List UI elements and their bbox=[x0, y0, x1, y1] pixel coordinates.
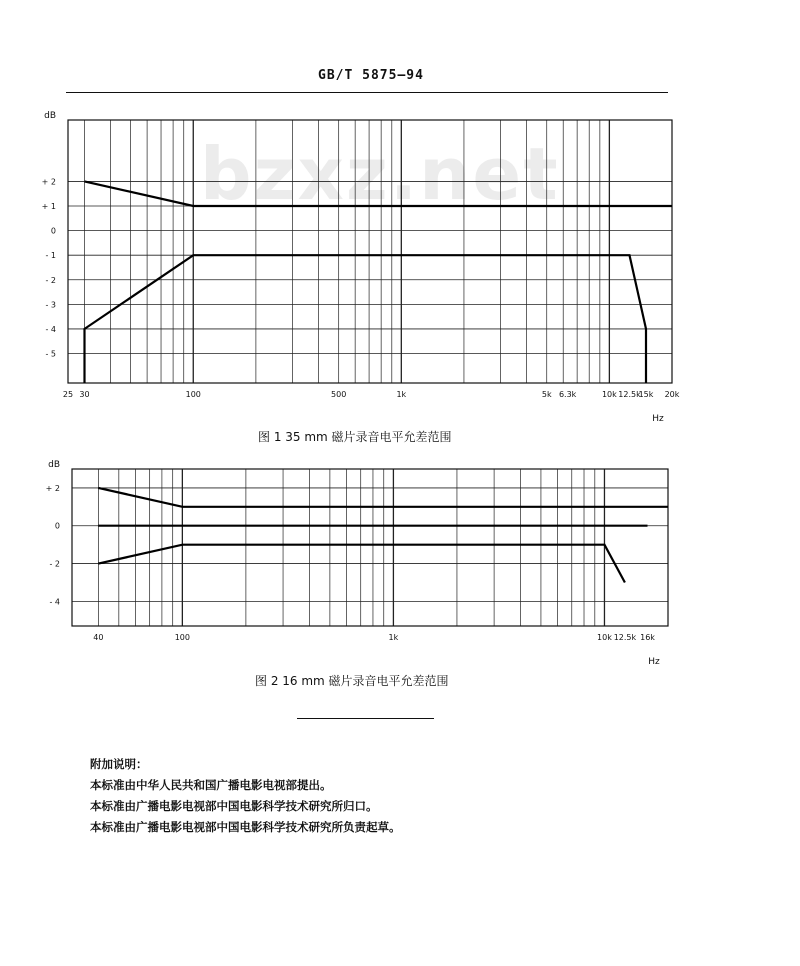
x-axis-unit: Hz bbox=[648, 657, 660, 667]
y-tick-label: - 4 bbox=[49, 597, 60, 607]
y-axis-label: dB bbox=[48, 460, 60, 470]
figure1-caption: 图 1 35 mm 磁片录音电平允差范围 bbox=[258, 430, 452, 444]
y-tick-label: - 4 bbox=[45, 324, 56, 334]
x-tick-label: 12.5k bbox=[613, 633, 637, 642]
plot-frame bbox=[72, 469, 668, 626]
notes-line: 本标准由中华人民共和国广播电影电视部提出。 bbox=[90, 778, 332, 792]
x-tick-label: 40 bbox=[93, 633, 104, 642]
figure1-chart bbox=[0, 100, 800, 424]
additional-notes bbox=[90, 754, 401, 838]
x-tick-label: 25 bbox=[62, 390, 74, 399]
x-tick-label: 100 bbox=[174, 633, 190, 642]
notes-line: 本标准由广播电影电视部中国电影科学技术研究所负责起草。 bbox=[90, 820, 401, 834]
y-tick-label: - 1 bbox=[45, 251, 56, 261]
tolerance-line-1 bbox=[85, 181, 673, 206]
y-tick-label: + 2 bbox=[45, 483, 60, 493]
header-rule bbox=[66, 92, 668, 93]
x-tick-label: 10k bbox=[597, 633, 612, 642]
tolerance-line-2 bbox=[85, 255, 647, 383]
standard-number: GB/T 5875—94 bbox=[318, 68, 424, 83]
tolerance-line-1 bbox=[98, 488, 668, 507]
x-axis-unit: Hz bbox=[652, 414, 664, 424]
x-tick-label: 6.3k bbox=[558, 390, 577, 399]
y-tick-label: + 1 bbox=[41, 202, 56, 212]
separator-line bbox=[297, 718, 434, 719]
x-tick-label: 20k bbox=[664, 390, 680, 399]
x-tick-label: 5k bbox=[541, 390, 552, 399]
x-tick-label: 500 bbox=[331, 390, 347, 399]
x-tick-label: 10k bbox=[601, 390, 617, 399]
x-tick-label: 100 bbox=[185, 390, 201, 399]
figure2-chart bbox=[0, 455, 800, 670]
y-tick-label: - 2 bbox=[49, 559, 60, 569]
notes-line: 本标准由广播电影电视部中国电影科学技术研究所归口。 bbox=[90, 799, 378, 813]
y-tick-label: - 2 bbox=[45, 275, 56, 285]
x-tick-label: 1k bbox=[388, 633, 399, 642]
y-tick-label: + 2 bbox=[41, 177, 56, 187]
x-tick-label: 15k bbox=[638, 390, 654, 399]
y-tick-label: 0 bbox=[50, 226, 56, 236]
x-tick-label: 30 bbox=[79, 390, 90, 399]
watermark: bzxz.net bbox=[200, 132, 560, 216]
plot-frame bbox=[68, 120, 672, 383]
y-axis-label: dB bbox=[44, 111, 56, 121]
x-tick-label: 12.5k bbox=[618, 390, 641, 399]
y-tick-label: - 3 bbox=[45, 300, 56, 310]
y-tick-label: - 5 bbox=[45, 349, 56, 359]
notes-title: 附加说明： bbox=[90, 757, 148, 771]
x-tick-label: 1k bbox=[396, 390, 407, 399]
y-tick-label: 0 bbox=[54, 521, 60, 531]
figure2-caption: 图 2 16 mm 磁片录音电平允差范围 bbox=[255, 674, 449, 688]
x-tick-label: 16k bbox=[640, 633, 655, 642]
